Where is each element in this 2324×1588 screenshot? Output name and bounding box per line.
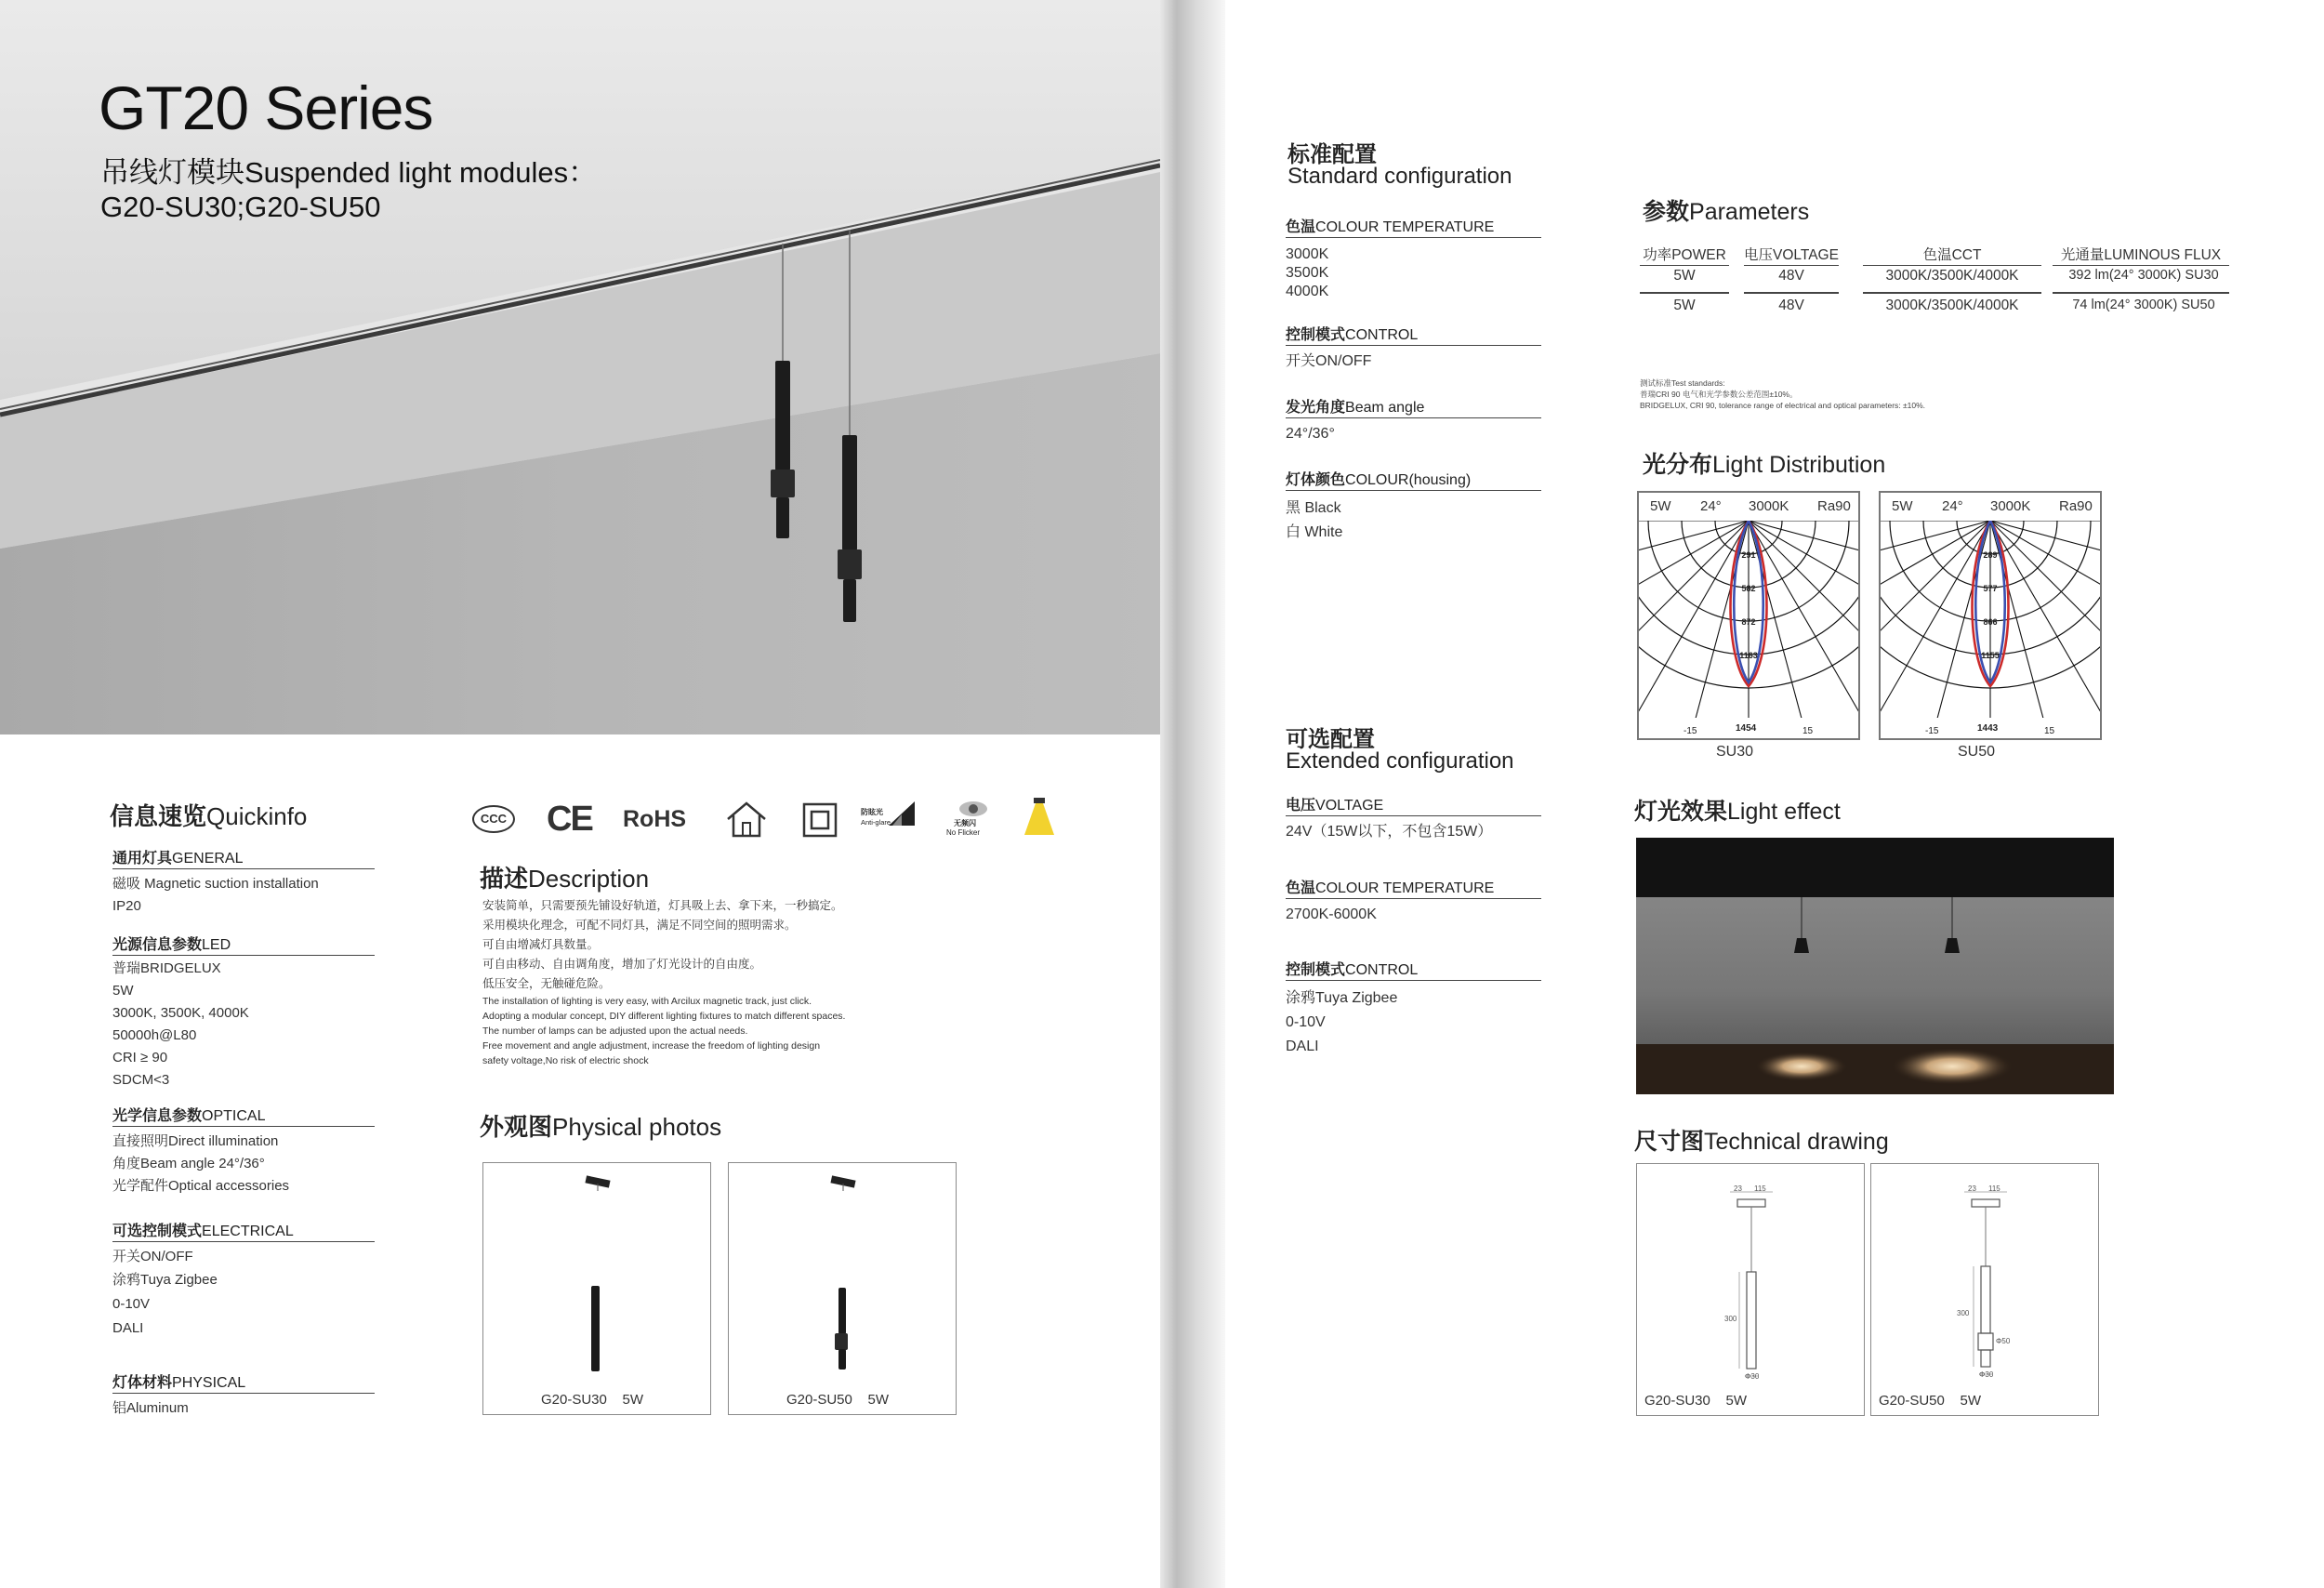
config-line: 0-10V	[1286, 1014, 1326, 1030]
section-title: 色温COLOUR TEMPERATURE	[1286, 215, 1541, 238]
section-title: 光源信息参数LED	[112, 933, 375, 956]
polar-ring-label: 1155	[1981, 651, 2000, 660]
polar-bottom-value: 1454	[1736, 723, 1757, 734]
std-housing-colour	[1286, 468, 1541, 545]
info-line: 普瑞BRIDGELUX	[112, 960, 221, 976]
quickinfo-led	[112, 933, 375, 1092]
product-photo-su50	[729, 1163, 956, 1386]
config-line: 4000K	[1286, 284, 1329, 299]
parameters-heading: 参数Parameters	[1643, 199, 1810, 225]
param-header: 功率POWER	[1640, 244, 1729, 266]
std-control	[1286, 323, 1541, 372]
info-line: SDCM<3	[112, 1072, 170, 1088]
param-cell: 48V	[1778, 268, 1804, 284]
quickinfo-physical	[112, 1370, 375, 1420]
test-standards-note	[1640, 377, 1925, 411]
config-line: 24V（15W以下，不包含15W）	[1286, 824, 1493, 840]
ce-icon: CE	[547, 800, 592, 839]
indoor-house-icon	[725, 801, 768, 840]
config-line: 黑 Black	[1286, 500, 1341, 516]
param-rule	[1640, 292, 1729, 294]
param-cell: 74 lm(24° 3000K) SU50	[2072, 298, 2215, 312]
light-effect-scene	[1636, 838, 2114, 1094]
book-gutter	[1160, 0, 1225, 1588]
desc-line-en: The number of lamps can be adjusted upon the actual needs.	[482, 1026, 748, 1037]
param-cell: 3000K/3500K/4000K	[1885, 268, 2019, 284]
section-title: 发光角度Beam angle	[1286, 395, 1541, 418]
photo-caption: G20-SU50 5W	[786, 1392, 890, 1408]
dim-label: 115	[1754, 1184, 1766, 1193]
section-title: 灯体材料PHYSICAL	[112, 1370, 375, 1394]
light-effect-heading: 灯光效果Light effect	[1634, 799, 1841, 825]
param-rule	[2053, 292, 2229, 294]
chart-angle: 24°	[1942, 498, 1963, 514]
polar-tick-right: 15	[2044, 726, 2055, 736]
info-line: 50000h@L80	[112, 1027, 197, 1043]
polar-ring-label: 291	[1741, 550, 1756, 560]
param-cell: 5W	[1673, 298, 1696, 313]
info-line: 光学配件Optical accessories	[112, 1178, 290, 1194]
dim-label: 300	[1957, 1309, 1970, 1317]
note-line: 普瑞CRI 90 电气和光学参数公差范围±10%。	[1640, 390, 1798, 399]
polar-chart-su50	[1879, 491, 2102, 740]
param-header: 色温CCT	[1863, 244, 2041, 266]
dimension-drawing-su30	[1637, 1164, 1864, 1393]
section-title: 通用灯具GENERAL	[112, 846, 375, 869]
config-line: DALI	[1286, 1039, 1319, 1054]
info-line: 开关ON/OFF	[112, 1249, 193, 1264]
desc-line-cn: 低压安全，无触碰危险。	[482, 977, 611, 990]
desc-line-cn: 安装简单，只需要预先铺设好轨道，灯具吸上去、拿下来，一秒搞定。	[482, 899, 843, 912]
param-header: 光通量LUMINOUS FLUX	[2053, 244, 2229, 266]
ext-control	[1286, 958, 1541, 1059]
info-line: 直接照明Direct illumination	[112, 1133, 279, 1149]
section-title: 电压VOLTAGE	[1286, 793, 1541, 816]
polar-ring-label: 582	[1741, 584, 1756, 593]
class-ii-insulation-icon	[802, 802, 838, 838]
chart-power: 5W	[1892, 498, 1913, 514]
dim-label: Φ30	[1979, 1370, 1994, 1379]
config-line: 24°/36°	[1286, 426, 1335, 442]
photo-caption: G20-SU30 5W	[541, 1392, 644, 1408]
no-flicker-label: 无频闪	[954, 819, 976, 827]
description-body	[482, 896, 845, 1068]
quickinfo-electrical	[112, 1219, 375, 1341]
chart-angle: 24°	[1700, 498, 1722, 514]
chart-cct: 3000K	[1990, 498, 2031, 514]
desc-line-en: Adopting a modular concept, DIY different lighting fixtures to match different spaces.	[482, 1011, 846, 1022]
info-line: DALI	[112, 1320, 144, 1336]
parameters-table	[1640, 244, 2225, 327]
info-line: IP20	[112, 898, 141, 914]
dim-label: 115	[1988, 1184, 2000, 1193]
info-line: 涂鸦Tuya Zigbee	[112, 1272, 218, 1288]
polar-tick-left: -15	[1684, 726, 1697, 736]
section-title: 可选控制模式ELECTRICAL	[112, 1219, 375, 1242]
anti-glare-icon	[861, 800, 918, 840]
certification-icons	[472, 798, 1067, 844]
config-line: 涂鸦Tuya Zigbee	[1286, 990, 1398, 1006]
polar-tick-right: 15	[1802, 726, 1814, 736]
ext-colour-temp	[1286, 876, 1541, 925]
extended-config-title-cn: 可选配置	[1286, 727, 1375, 752]
ccc-icon: CCC	[472, 805, 515, 833]
light-beam-icon	[1021, 798, 1058, 840]
photo-card-su30	[482, 1162, 711, 1415]
config-line: 3000K	[1286, 246, 1329, 262]
drawing-caption: G20-SU30 5W	[1644, 1393, 1748, 1409]
section-title: 控制模式CONTROL	[1286, 958, 1541, 981]
physical-photos-heading: 外观图Physical photos	[480, 1113, 722, 1141]
info-line: 3000K, 3500K, 4000K	[112, 1005, 249, 1021]
param-rule	[1744, 292, 1839, 294]
param-rule	[1863, 292, 2041, 294]
info-line: CRI ≥ 90	[112, 1050, 168, 1065]
polar-chart-su30	[1637, 491, 1860, 740]
polar-spoke	[1749, 521, 1858, 692]
info-line: 角度Beam angle 24°/36°	[112, 1156, 265, 1171]
param-cell: 5W	[1673, 268, 1696, 284]
chart-ra: Ra90	[2059, 498, 2093, 514]
section-title: 控制模式CONTROL	[1286, 323, 1541, 346]
chart-cct: 3000K	[1749, 498, 1789, 514]
light-effect-image	[1636, 838, 2114, 1094]
dim-label: 300	[1724, 1315, 1737, 1323]
drawing-card-su30	[1636, 1163, 1865, 1416]
eye-graphic	[957, 800, 989, 818]
dim-label: Φ50	[1996, 1337, 2011, 1345]
product-photo-su30	[483, 1163, 710, 1386]
anti-glare-label: 防眩光	[861, 808, 883, 816]
quickinfo-heading: 信息速览Quickinfo	[110, 802, 308, 830]
config-line: 2700K-6000K	[1286, 906, 1377, 922]
polar-spoke	[1990, 521, 2100, 692]
quickinfo-optical	[112, 1104, 375, 1198]
desc-line-en: safety voltage,No risk of electric shock	[482, 1055, 649, 1066]
chart-power: 5W	[1650, 498, 1671, 514]
dim-label: Φ30	[1745, 1372, 1760, 1381]
polar-tick-left: -15	[1925, 726, 1939, 736]
param-cell: 392 lm(24° 3000K) SU30	[2068, 268, 2219, 283]
light-distribution-heading: 光分布Light Distribution	[1643, 452, 1886, 478]
polar-ring-label: 872	[1741, 617, 1756, 627]
dim-label: 23	[1734, 1184, 1742, 1193]
page-subtitle: 吊线灯模块Suspended light modules：	[100, 156, 598, 189]
section-title: 灯体颜色COLOUR(housing)	[1286, 468, 1541, 491]
polar-spoke	[1639, 521, 1749, 692]
ext-voltage	[1286, 793, 1541, 842]
std-beam-angle	[1286, 395, 1541, 444]
page-title: GT20 Series	[99, 73, 433, 142]
desc-line-cn: 采用模块化理念，可配不同灯具，满足不同空间的照明需求。	[482, 919, 797, 932]
section-title: 色温COLOUR TEMPERATURE	[1286, 876, 1541, 899]
desc-line-cn: 可自由移动、自由调角度，增加了灯光设计的自由度。	[482, 958, 762, 971]
polar-spoke	[1881, 521, 1990, 692]
dim-label: 23	[1968, 1184, 1976, 1193]
param-header: 电压VOLTAGE	[1744, 244, 1839, 266]
model-list: G20-SU30;G20-SU50	[100, 191, 381, 223]
note-line: BRIDGELUX, CRI 90, tolerance range of electrical and optical parameters: ±10%.	[1640, 401, 1926, 410]
info-line: 铝Aluminum	[112, 1400, 189, 1416]
polar-chart-label: SU50	[1958, 744, 1996, 760]
dimension-drawing-su50	[1871, 1164, 2098, 1393]
polar-ring-label: 289	[1983, 550, 1998, 560]
no-flicker-label-en: No Flicker	[946, 828, 981, 837]
photo-card-su50	[728, 1162, 957, 1415]
drawing-caption: G20-SU50 5W	[1879, 1393, 1982, 1409]
info-line: 0-10V	[112, 1296, 151, 1312]
anti-glare-label-en: Anti-glare	[861, 818, 891, 827]
polar-chart-label: SU30	[1716, 744, 1754, 760]
no-flicker-icon	[943, 800, 1002, 840]
config-line: 开关ON/OFF	[1286, 353, 1372, 369]
technical-drawing-heading: 尺寸图Technical drawing	[1634, 1129, 1889, 1155]
polar-ring-label: 577	[1983, 584, 1998, 593]
desc-line-en: Free movement and angle adjustment, increase the freedom of lighting design	[482, 1040, 821, 1052]
standard-config-title-en: Standard configuration	[1287, 164, 1512, 189]
param-cell: 48V	[1778, 298, 1804, 313]
polar-ring-label: 1163	[1739, 651, 1758, 660]
param-cell: 3000K/3500K/4000K	[1885, 298, 2019, 313]
config-line: 白 White	[1286, 524, 1343, 540]
polar-bottom-value: 1443	[1977, 723, 1999, 734]
quickinfo-general	[112, 846, 375, 918]
info-line: 磁吸 Magnetic suction installation	[112, 876, 319, 892]
chart-ra: Ra90	[1817, 498, 1851, 514]
polar-plot	[1639, 521, 1858, 738]
polar-ring-label: 866	[1983, 617, 1998, 627]
note-line: 测试标准Test standards:	[1640, 378, 1725, 388]
config-line: 3500K	[1286, 265, 1329, 281]
section-title: 光学信息参数OPTICAL	[112, 1104, 375, 1127]
desc-line-cn: 可自由增减灯具数量。	[482, 938, 600, 951]
polar-plot	[1881, 521, 2100, 738]
drawing-card-su50	[1870, 1163, 2099, 1416]
std-colour-temp	[1286, 215, 1541, 301]
rohs-icon: RoHS	[623, 806, 687, 832]
desc-line-en: The installation of lighting is very easy, with Arcilux magnetic track, just click.	[482, 996, 812, 1007]
anti-glare-graphic	[887, 800, 917, 827]
extended-config-title-en: Extended configuration	[1286, 748, 1514, 774]
description-heading: 描述Description	[480, 865, 650, 893]
standard-config-title-cn: 标准配置	[1287, 142, 1377, 167]
info-line: 5W	[112, 983, 134, 999]
